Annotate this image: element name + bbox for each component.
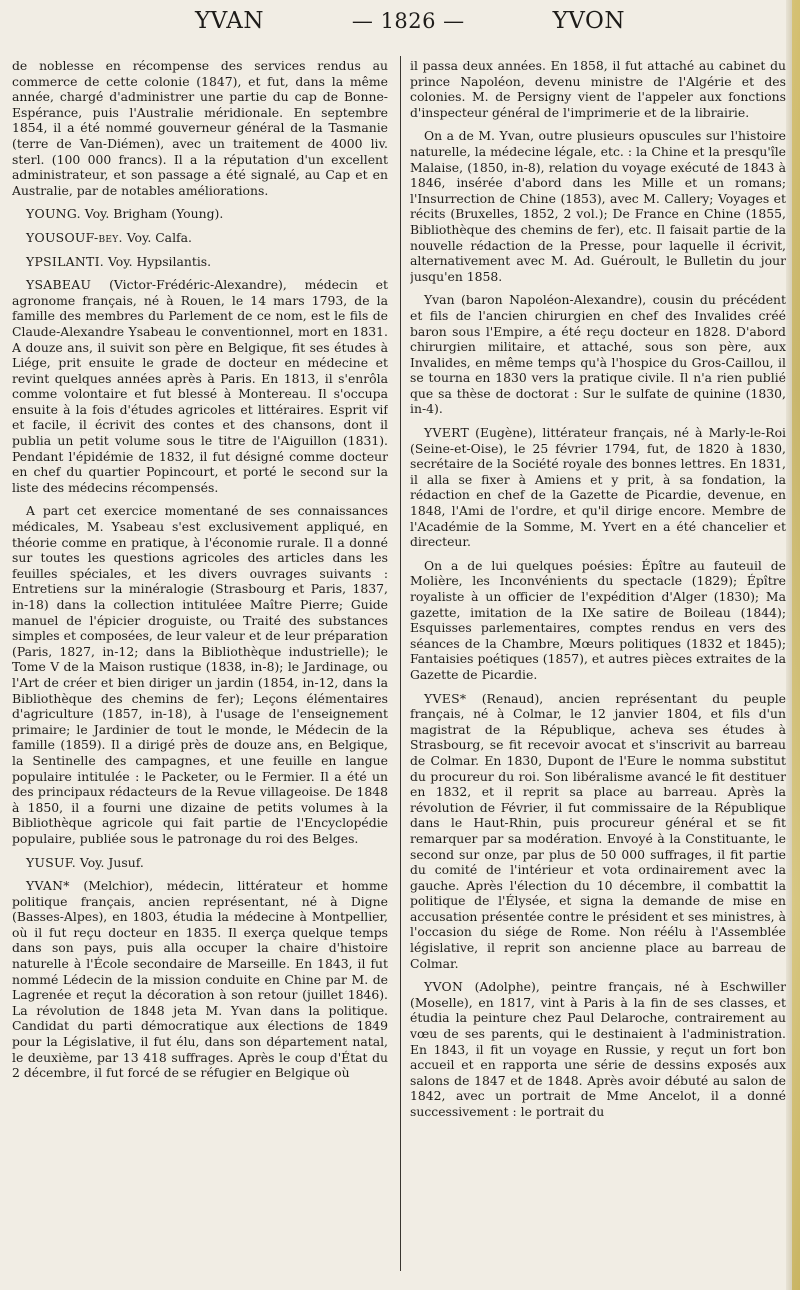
page-edge — [786, 0, 800, 1290]
entry-headword: YPSILANTI. — [26, 253, 105, 269]
entry-text: (Eugène), littérateur français, né à Marly-le-Roi (Seine-et-Oise), le 25 février 1794, fut, de 1820 à 1830, secrétaire de la Société royale des bonnes lettres. En 1831, il alla se fixer à Amiens et y prit, à sa fondation, la rédaction en chef de la Gazette de Picardie, devenue, en 1848, l'Ami de l'ordre, et qu'il dirige encore. Membre de l'Académie de la Somme, M. Yvert en a été chancelier et directeur. — [410, 425, 786, 550]
entry-headword: YVAN* — [26, 878, 70, 894]
header-right-word: YVON — [552, 8, 625, 34]
column-divider — [400, 56, 401, 1271]
entry-headword: YUSUF. — [26, 854, 76, 870]
right-column — [410, 58, 786, 1273]
page-edge-stain — [792, 0, 800, 1290]
left-column — [12, 58, 388, 1273]
entry-paragraph: A part cet exercice momentané de ses connaissances médicales, M. Ysabeau s'est exclusivement appliqué, en théorie comme en pratique, à l'économie rurale. Il a donné sur toutes les questions agricoles des articles dans les feuilles spéciales, et les divers ouvrages suivants : Entretiens sur la minéralogie (Strasbourg et Paris, 1837, in-18) dans la collection intituléee Maître Pierre; Guide manuel de l'épicier droguiste, ou Traité des substances simples et composées, de leur valeur et de leur préparation (Paris, 1827, in-12; dans la Bibliothèque industrielle); le Tome V de la Maison rustique (1838, in-8); le Jardinage, ou l'Art de créer et bien diriger un jardin (1854, in-12, dans la Bibliothèque des chemins de fer); Leçons élémentaires d'agriculture (1857, in-18), à l'usage de l'enseignement primaire; le Jardinier de tout le monde, le Médecin de la famille (1859). Il a dirigé près de douze ans, en Belgique, la Sentinelle des campagnes, et une feuille en langue populaire intitulée : le Packeter, ou le Fermier. Il a été un des principaux rédacteurs de la Revue villageoise. De 1848 à 1850, il a fourni une dizaine de petits volumes à la Bibliothèque agricole qui fait partie de l'Encyclopédie populaire, publiée sous le patronage du roi des Belges. — [12, 503, 388, 846]
dictionary-entry — [410, 425, 786, 550]
entry-paragraph: On a de M. Yvan, outre plusieurs opuscules sur l'histoire naturelle, la médecine légale, etc. : la Chine et la presqu'île Malaise, (1850, in-8), relation du voyage exécuté de 1843 à 1846, insérée d'abord dans les Mille et un romans; l'Insurrection de Chine (1853), avec M. Callery; Voyages et récits (Bruxelles, 1852, 2 vol.); De France en Chine (1855, Bibliothèque des chemins de fer), etc. Il faisait partie de la nouvelle rédaction de la Presse, pour laquelle il écrivit, alternativement avec M. Ad. Guéroult, le Bulletin du jour jusqu'en 1858. — [410, 128, 786, 284]
dictionary-entry — [410, 979, 786, 1119]
continued-paragraph: de noblesse en récompense des services rendus au commerce de cette colonie (1847), et fut, dans la même année, chargé d'administrer une partie du cap de Bonne-Espérance, puis l'Australie méridionale. En septembre 1854, il a été nommé gouverneur général de la Tasmanie (terre de Van-Diémen), avec un traitement de 4000 liv. sterl. (100 000 francs). Il a la réputation d'un excellent administrateur, et son passage a été signalé, au Cap et en Australie, par de notables améliorations. — [12, 58, 388, 198]
entry-headword: YOUNG. — [26, 206, 81, 222]
running-header — [195, 8, 625, 48]
entry-headword: YOUSOUF-bey. — [26, 229, 123, 245]
entry-headword: YSABEAU — [26, 277, 92, 293]
entry-text: (Renaud), ancien représentant du peuple français, né à Colmar, le 12 janvier 1804, et fils d'un magistrat de la République, acheva ses études à Strasbourg, se fit recevoir avocat et s'inscrivit au barreau de Colmar. En 1830, Dupont de l'Eure le nomma substitut du procureur du roi. Son libéralisme avancé le fit destituer en 1832, et il reprit sa place au barreau. Après la révolution de Février, il fut commissaire de la République dans le Haut-Rhin, puis procureur général et se fit remarquer par sa modération. Envoyé à la Constituante, le second sur onze, par plus de 50 000 suffrages, il fit partie du comité de l'intérieur et vota ordinairement avec la gauche. Après l'élection du 10 décembre, il combattit la politique de l'Élysée, et signa la demande de mise en accusation présentée contre le président et ses ministres, à l'occasion du siége de Rome. Non réélu à l'Assemblée législative, il reprit son ancienne place au barreau de Colmar. — [410, 690, 786, 971]
dictionary-entry — [12, 855, 388, 871]
dictionary-entry — [12, 878, 388, 1081]
entry-headword: YVON — [424, 979, 464, 995]
entry-paragraph: On a de lui quelques poésies: Épître au fauteuil de Molière, les Inconvénients du spectacle (1829); Épître royaliste à un officier de l'expédition d'Alger (1830); Ma gazette, imitation de la IXe satire de Boileau (1844); Esquisses parlementaires, comptes rendus en vers des séances de la Chambre, Mœurs politiques (1832 et 1845); Fantaisies poétiques (1857), et autres pièces extraites de la Gazette de Picardie. — [410, 557, 786, 682]
page-number: — 1826 — — [351, 9, 465, 33]
entry-text: (Adolphe), peintre français, né à Eschwiller (Moselle), en 1817, vint à Paris à la fin de ses classes, et étudia la peinture chez Paul Delaroche, contrairement au vœu de ses parents, qui le destinaient à l'administration. En 1843, il fit un voyage en Russie, y reçut un fort bon accueil et en rapporta une série de dessins exposés aux salons de 1847 et de 1848. Après avoir débuté au salon de 1842, avec un portrait de Mme Ancelot, il a donné successivement : le portrait du — [410, 979, 786, 1119]
entry-text: Voy. Brigham (Young). — [80, 206, 224, 222]
entry-text: Voy. Hypsilantis. — [104, 253, 212, 269]
entry-text: (Melchior), médecin, littérateur et homme politique français, ancien représentant, né à Digne (Basses-Alpes), en 1803, étudia la médecine à Montpellier, où il fut reçu docteur en 1835. Il exerça quelque temps dans son pays, puis alla occuper la chaire d'histoire naturelle à l'École secondaire de Marseille. En 1843, il fut nommé Lédecin de la mission conduite en Chine par M. de Lagrenée et reçut la décoration à son retour (juillet 1846). La révolution de 1848 jeta M. Yvan dans la politique. Candidat du parti démocratique aux élections de 1849 pour la Législative, il fut élu, dans son département natal, le deuxième, par 13 418 suffrages. Après le coup d'État du 2 décembre, il fut forcé de se réfugier en Belgique où — [12, 878, 388, 1081]
continued-paragraph: il passa deux années. En 1858, il fut attaché au cabinet du prince Napoléon, devenu ministre de l'Algérie et des colonies. M. de Persigny vient de l'appeler aux fonctions d'inspecteur général de l'imprimerie et de la librairie. — [410, 58, 786, 120]
entry-paragraph: Yvan (baron Napoléon-Alexandre), cousin du précédent et fils de l'ancien chirurgien en chef des Invalides créé baron sous l'Empire, a été reçu docteur en 1828. D'abord chirurgien militaire, et attaché, sous son père, aux Invalides, en même temps qu'à l'hospice du Gros-Caillou, il se tourna en 1830 vers la pratique civile. Il n'a rien publié que sa thèse de doctorat : Sur le sulfate de quinine (1830, in-4). — [410, 292, 786, 417]
entry-text: Voy. Jusuf. — [75, 854, 144, 870]
entry-headword: YVERT — [424, 425, 470, 441]
entry-text: (Victor-Frédéric-Alexandre), médecin et agronome français, né à Rouen, le 14 mars 1793, de la famille des membres du Parlement de ce nom, est le fils de Claude-Alexandre Ysabeau le conventionnel, mort en 1831. A douze ans, il suivit son père en Belgique, fit ses études à Liége, prit ensuite le grade de docteur en médecine et revint quelques années après à Paris. En 1813, il s'enrôla comme volontaire et fut blessé à Montereau. Il s'occupa ensuite à la fois d'études agricoles et littéraires. Esprit vif et facile, il écrivit des contes et des chansons, dont il publia un petit volume sous le titre de l'Aiguillon (1831). Pendant l'épidémie de 1832, il fut désigné comme docteur en chef du quartier Popincourt, et porté le second sur la liste des médecins récompensés. — [12, 277, 388, 495]
dictionary-entry — [12, 277, 388, 495]
dictionary-entry — [12, 206, 388, 222]
dictionary-entry — [12, 254, 388, 270]
dictionary-entry — [410, 691, 786, 972]
dictionary-entry — [12, 230, 388, 246]
header-left-word: YVAN — [195, 8, 264, 34]
entry-headword: YVES* — [424, 690, 467, 706]
entry-text: Voy. Calfa. — [122, 229, 192, 245]
